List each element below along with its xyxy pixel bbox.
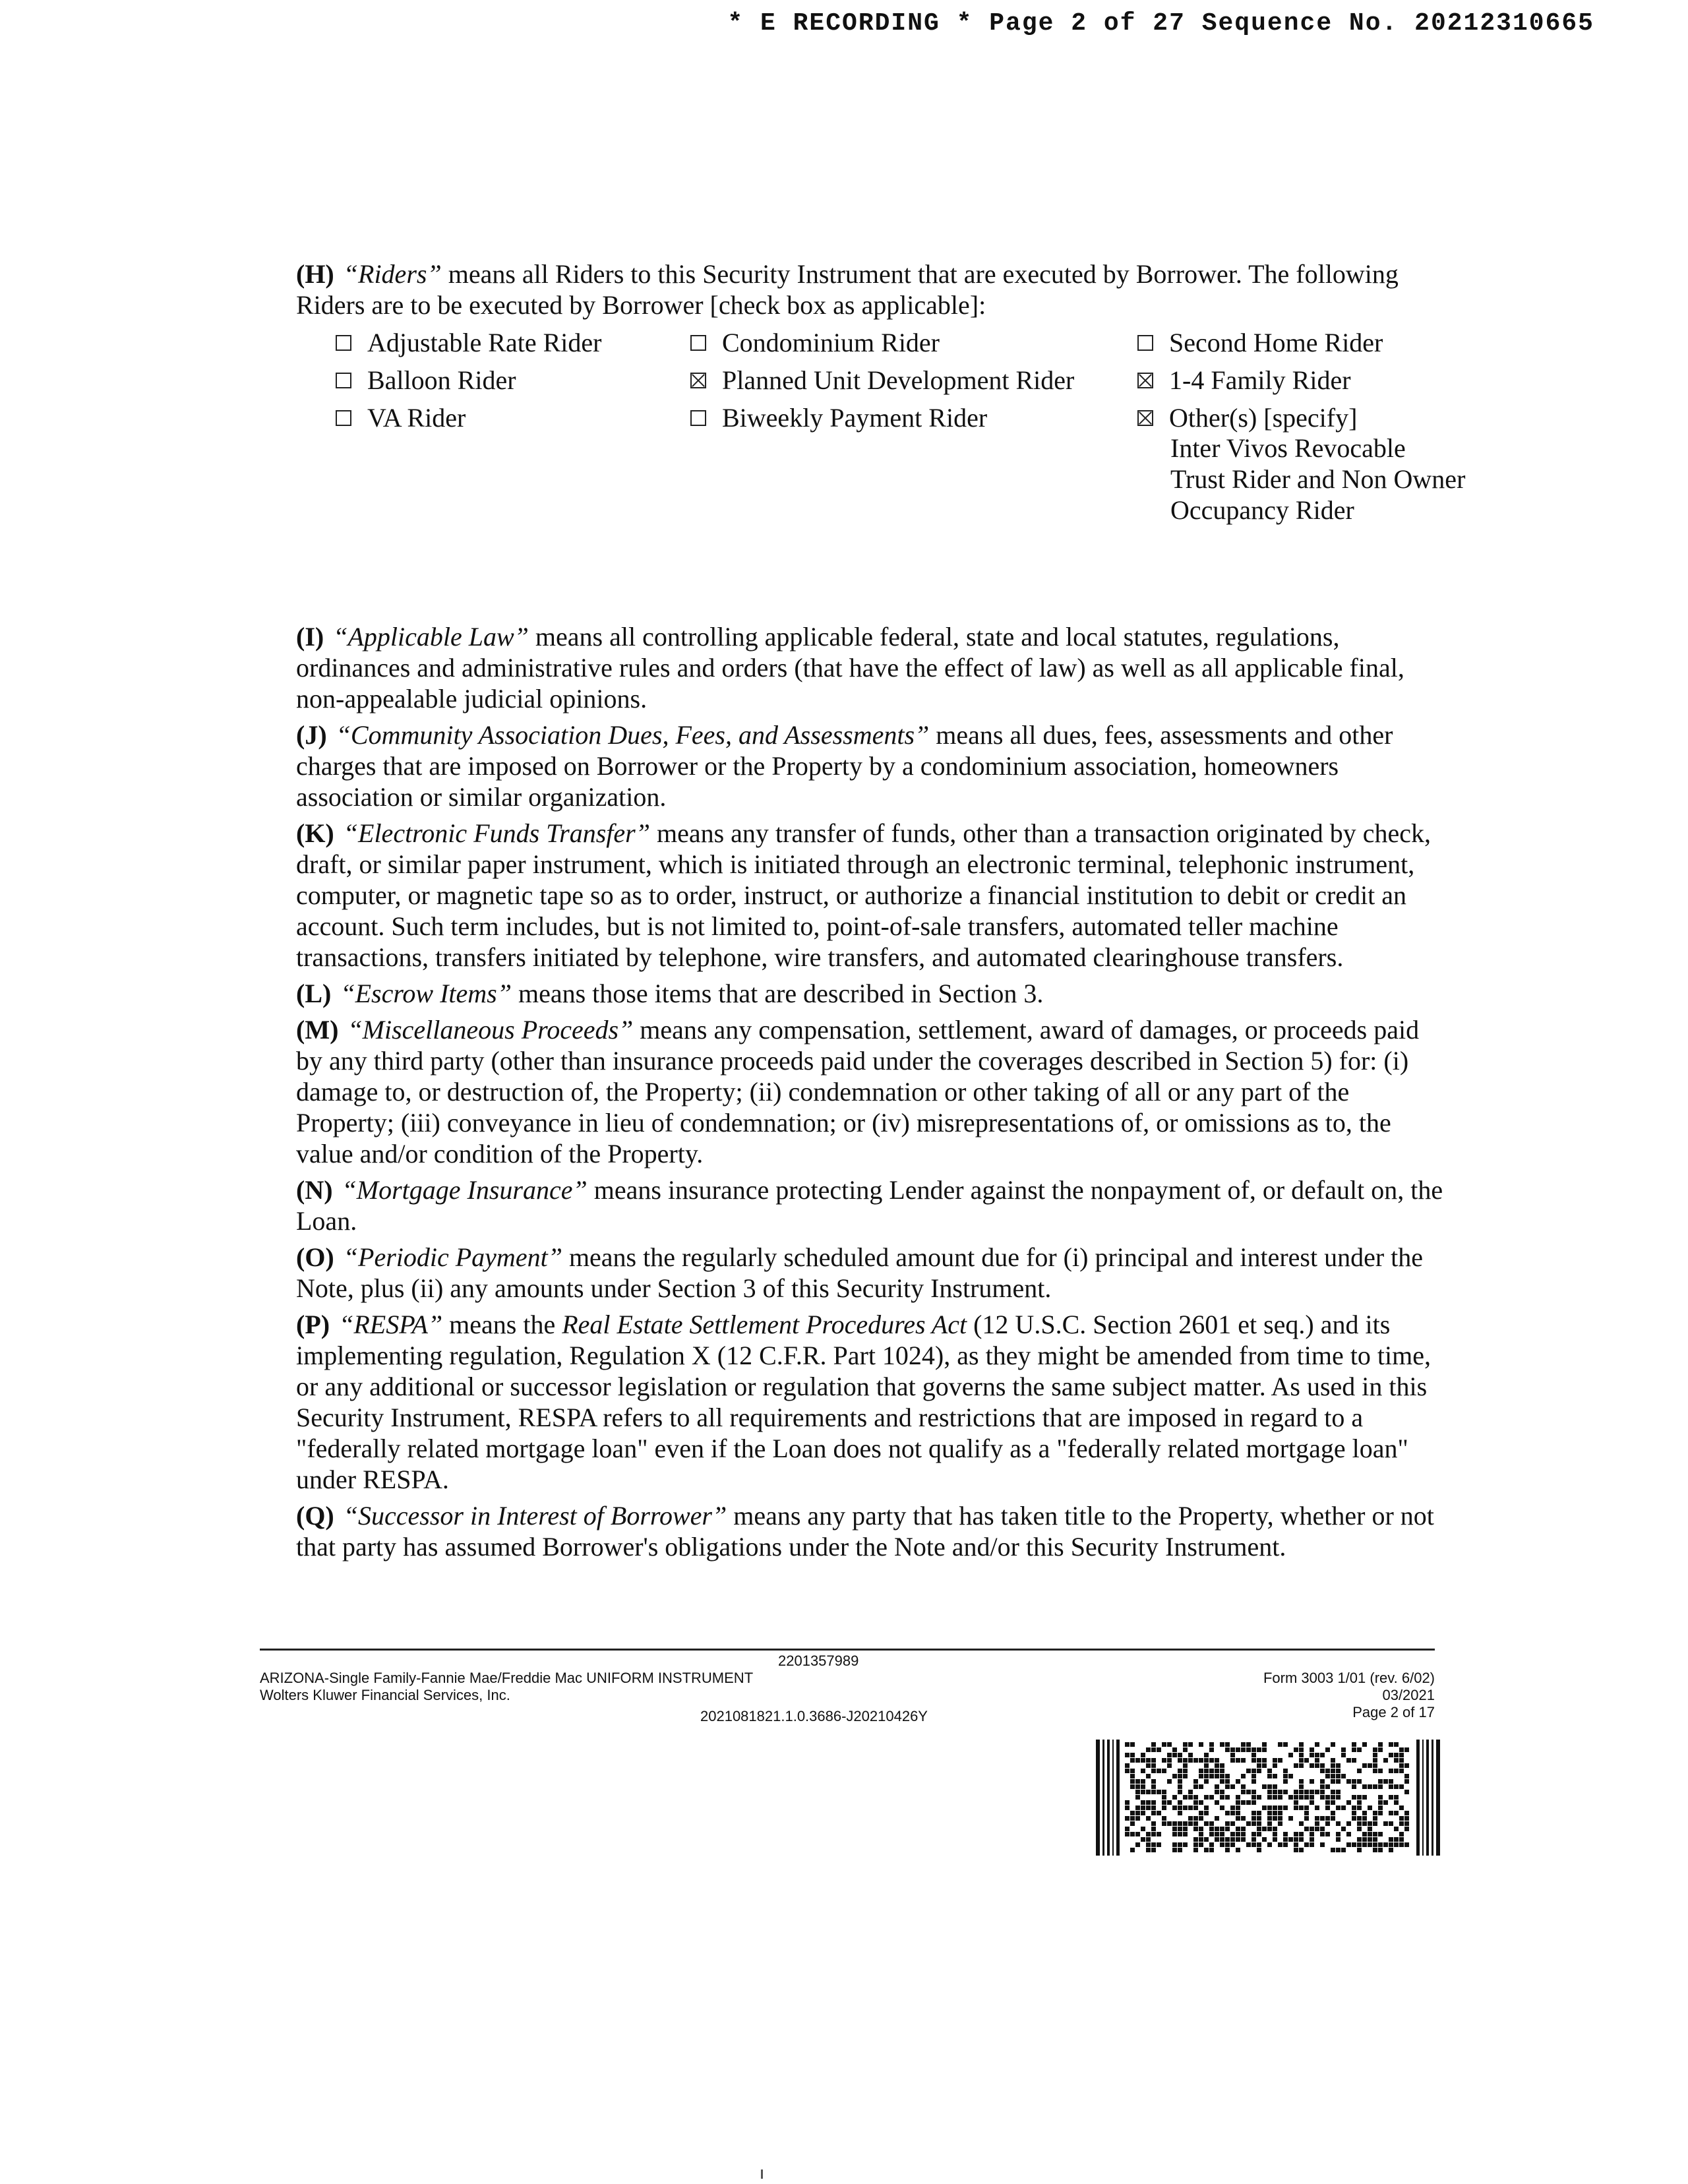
rider-label: Other(s) [specify] <box>1169 403 1358 433</box>
definition-text: means all controlling applicable federal, state and local statutes, regulations, ordinances and administrative rules and orders (that have the effect of law) as well as all applicable final, non-appealable judicial opinions. <box>296 622 1404 713</box>
definition-label: (L) <box>296 979 332 1008</box>
rider-label: Biweekly Payment Rider <box>722 403 988 433</box>
definition-label: (I) <box>296 622 324 652</box>
checkbox-icon[interactable] <box>1137 335 1153 351</box>
publisher: Wolters Kluwer Financial Services, Inc. <box>260 1687 510 1703</box>
rider-label: Condominium Rider <box>722 328 940 357</box>
document-id: 2021081821.1.0.3686-J20210426Y <box>700 1708 928 1724</box>
definition-l <box>296 978 1447 1009</box>
rider-adjustable-rate <box>336 327 601 358</box>
definition-i <box>296 621 1447 714</box>
definition-label: (K) <box>296 818 334 848</box>
definition-text: (12 U.S.C. Section 2601 et seq.) and its implementing regulation, Regulation X (12 C.F.R. Part 1024), as they might be amended from time to time, or any additional or successor legislation or regulation that governs the same subject matter. As used in this Security Instrument, RESPA refers to all requirements and restrictions that are imposed in regard to a "federally related mortgage loan" even if the Loan does not qualify as a "federally related mortgage loan" under RESPA. <box>296 1310 1431 1494</box>
definition-term: “Mortgage Insurance” <box>342 1175 588 1205</box>
recording-header: * E RECORDING * Page 2 of 27 Sequence No. 20212310665 <box>727 9 1594 38</box>
definition-label: (H) <box>296 259 334 289</box>
definition-term: “Miscellaneous Proceeds” <box>347 1015 634 1045</box>
definition-text: means the regularly scheduled amount due for (i) principal and interest under the Note, plus (ii) any amounts under Section 3 of this Security Instrument. <box>296 1242 1424 1303</box>
definition-text: means all Riders to this Security Instrument that are executed by Borrower. The following Riders are to be executed by Borrower [check box as applicable]: <box>296 259 1399 320</box>
form-title: ARIZONA-Single Family-Fannie Mae/Freddie Mac UNIFORM INSTRUMENT <box>260 1670 754 1686</box>
definition-o <box>296 1242 1447 1304</box>
definition-text: means any transfer of funds, other than a transaction originated by check, draft, or similar paper instrument, which is initiated through an electronic terminal, telephonic instrument, computer, or magnetic tape so as to order, instruct, or authorize a financial institution to debit or credit an account. Such term includes, but is not limited to, point-of-sale transfers, automated teller machine transactions, transfers initiated by telephone, wire transfers, and automated clearinghouse transfers. <box>296 818 1432 972</box>
rider-condominium <box>690 327 940 358</box>
definition-label: (O) <box>296 1242 334 1272</box>
definition-term: “Electronic Funds Transfer” <box>343 818 650 848</box>
definition-label: (J) <box>296 720 327 750</box>
rider-1-4-family <box>1137 365 1351 396</box>
definition-term: “Successor in Interest of Borrower” <box>343 1501 727 1531</box>
footer-divider <box>260 1649 1435 1651</box>
loan-number: 2201357989 <box>778 1653 859 1669</box>
respa-act-title: Real Estate Settlement Procedures Act <box>562 1310 967 1339</box>
barcode-icon <box>1096 1740 1440 1856</box>
rider-balloon <box>336 365 516 396</box>
definition-label: (P) <box>296 1310 330 1339</box>
definition-text: means any compensation, settlement, award of damages, or proceeds paid by any third party (other than insurance proceeds paid under the coverages described in Section 5) for: (i) damage to, or destruction of, the Property; (ii) condemnation or other taking of all or any part of the Property; (iii) conveyance in lieu of condemnation; or (iv) misrepresentations of, or omissions as to, the value and/or condition of the Property. <box>296 1015 1420 1168</box>
rider-va <box>336 402 466 433</box>
other-rider-line: Trust Rider and Non Owner <box>1170 464 1466 494</box>
checked-checkbox-icon[interactable] <box>1137 410 1153 426</box>
checked-checkbox-icon[interactable] <box>690 373 706 388</box>
checked-checkbox-icon[interactable] <box>1137 373 1153 388</box>
definitions-body <box>296 258 1466 1567</box>
rider-others <box>1137 402 1357 433</box>
definition-j <box>296 719 1447 812</box>
definition-text: means those items that are described in Section 3. <box>511 979 1044 1008</box>
rider-biweekly-payment <box>690 402 987 433</box>
checkbox-icon[interactable] <box>336 335 351 351</box>
definition-term: “Periodic Payment” <box>343 1242 562 1272</box>
other-riders-specified <box>1170 433 1513 526</box>
scan-speck <box>761 2169 763 2179</box>
definition-term: “Escrow Items” <box>340 979 512 1008</box>
definition-n <box>296 1174 1447 1236</box>
definition-label: (N) <box>296 1175 333 1205</box>
page-number: Page 2 of 17 <box>1352 1704 1435 1720</box>
other-rider-line: Inter Vivos Revocable <box>1170 433 1406 463</box>
checkbox-icon[interactable] <box>690 410 706 426</box>
rider-label: Second Home Rider <box>1169 328 1383 357</box>
definition-term: “Riders” <box>343 259 442 289</box>
definition-label: (M) <box>296 1015 339 1045</box>
checkbox-icon[interactable] <box>336 373 351 388</box>
rider-label: Planned Unit Development Rider <box>722 365 1075 395</box>
rider-label: 1-4 Family Rider <box>1169 365 1351 395</box>
definition-k <box>296 818 1447 973</box>
other-rider-line: Occupancy Rider <box>1170 495 1354 525</box>
definition-term: “Applicable Law” <box>333 622 529 652</box>
rider-planned-unit-development <box>690 365 1074 396</box>
riders-checklist <box>296 327 1466 616</box>
rider-label: Balloon Rider <box>367 365 516 395</box>
checkbox-icon[interactable] <box>336 410 351 426</box>
rider-label: Adjustable Rate Rider <box>367 328 602 357</box>
form-date: 03/2021 <box>1382 1687 1435 1703</box>
form-number: Form 3003 1/01 (rev. 6/02) <box>1263 1670 1435 1686</box>
definition-text: means all dues, fees, assessments and other charges that are imposed on Borrower or the Property by a condominium association, homeowners association or similar organization. <box>296 720 1393 812</box>
definition-text: means insurance protecting Lender against the nonpayment of, or default on, the Loan. <box>296 1175 1443 1236</box>
rider-second-home <box>1137 327 1383 358</box>
definition-m <box>296 1014 1447 1169</box>
definition-h <box>296 258 1447 320</box>
checkbox-icon[interactable] <box>690 335 706 351</box>
definition-label: (Q) <box>296 1501 334 1531</box>
definition-term: “Community Association Dues, Fees, and Assessments” <box>336 720 930 750</box>
rider-label: VA Rider <box>367 403 466 433</box>
definition-text: means any party that has taken title to the Property, whether or not that party has assumed Borrower's obligations under the Note and/or this Security Instrument. <box>296 1501 1434 1562</box>
definition-term: “RESPA” <box>339 1310 443 1339</box>
definition-text: means the <box>442 1310 562 1339</box>
definition-q <box>296 1500 1447 1562</box>
definition-p <box>296 1309 1447 1495</box>
